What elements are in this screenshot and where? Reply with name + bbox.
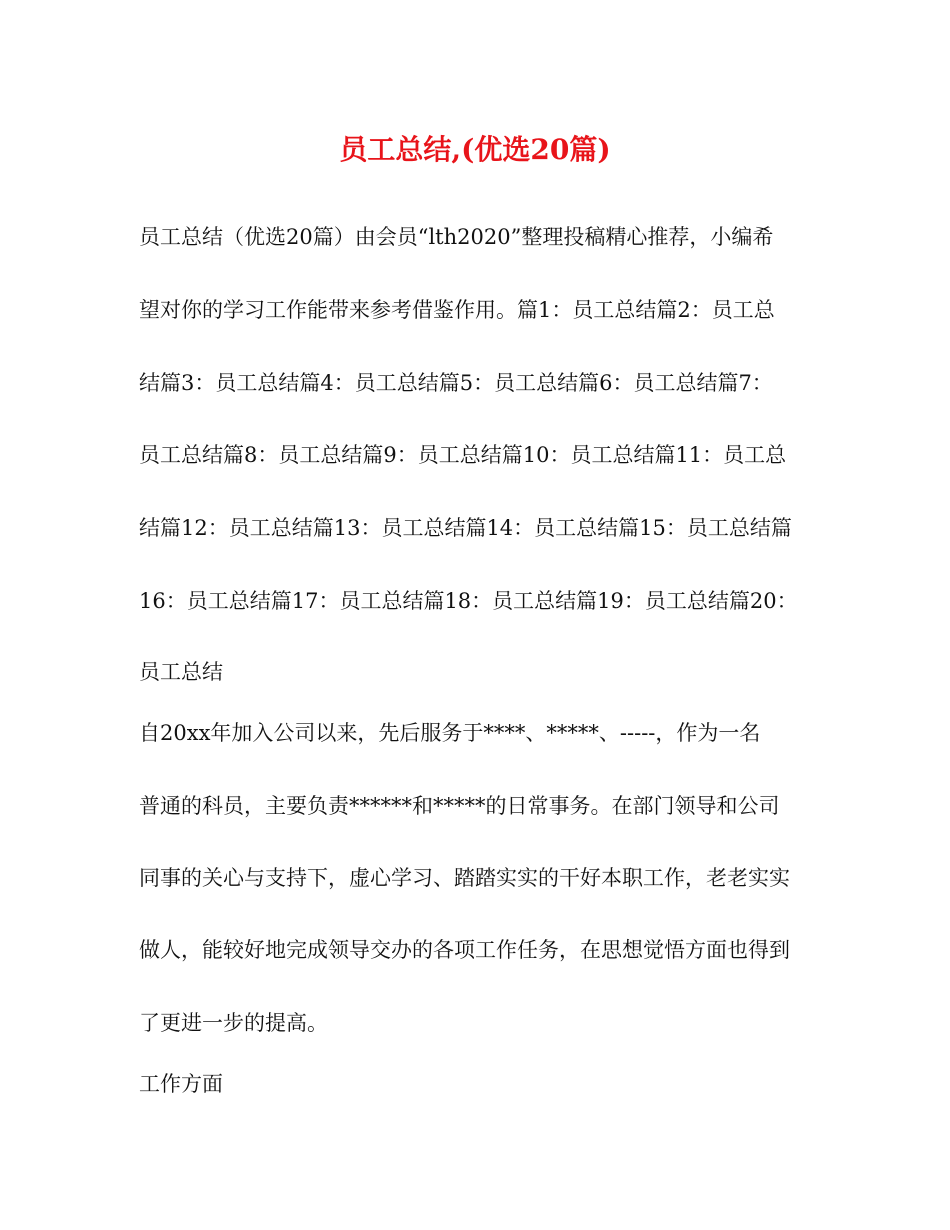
intro-line: 16：员工总结篇17：员工总结篇18：员工总结篇19：员工总结篇20： (139, 589, 798, 613)
intro-line: 望对你的学习工作能带来参考借鉴作用。篇1：员工总结篇2：员工总 (139, 298, 775, 322)
intro-line: 员工总结篇8：员工总结篇9：员工总结篇10：员工总结篇11：员工总 (139, 443, 787, 467)
section-heading: 员工总结 (139, 660, 223, 684)
body-line: 普通的科员，主要负责******和*****的日常事务。在部门领导和公司 (139, 794, 780, 818)
body-line: 做人，能较好地完成领导交办的各项工作任务，在思想觉悟方面也得到 (139, 938, 790, 962)
body-line: 了更进一步的提高。 (139, 1011, 328, 1035)
intro-line: 结篇3：员工总结篇4：员工总结篇5：员工总结篇6：员工总结篇7： (139, 371, 773, 395)
body-line: 自20xx年加入公司以来，先后服务于****、*****、-----，作为一名 (139, 721, 761, 745)
section-heading: 工作方面 (139, 1072, 223, 1096)
document-title: 员工总结,(优选20篇) (339, 133, 611, 166)
body-line: 同事的关心与支持下，虚心学习、踏踏实实的干好本职工作，老老实实 (139, 866, 790, 890)
intro-line: 员工总结（优选20篇）由会员“lth2020”整理投稿精心推荐，小编希 (139, 225, 774, 249)
intro-line: 结篇12：员工总结篇13：员工总结篇14：员工总结篇15：员工总结篇 (139, 516, 792, 540)
